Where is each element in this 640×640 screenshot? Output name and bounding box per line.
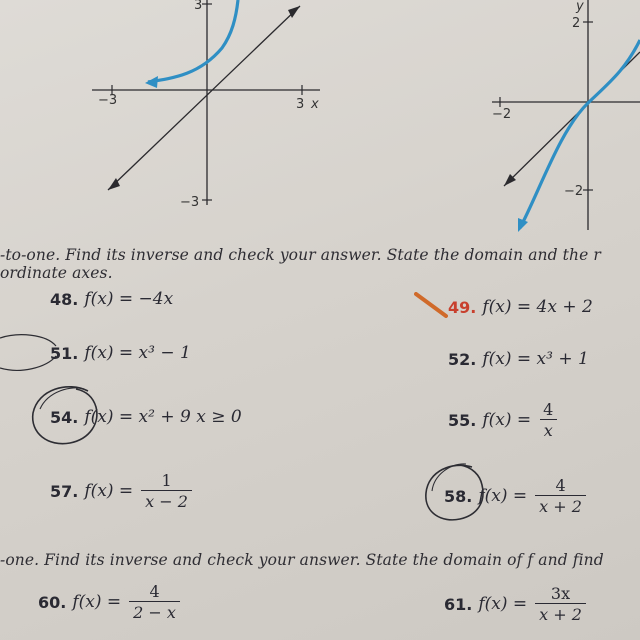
problem-lhs: f(x) = [482, 410, 532, 430]
problem-number: 54. [50, 407, 79, 427]
right-graph [470, 0, 640, 235]
numerator: 4 [149, 582, 160, 601]
problem-58 [444, 476, 586, 516]
x-axis-letter: x [311, 97, 319, 112]
y-top-tick-label-right: 2 [572, 16, 581, 31]
x-left-tick-label-right: −2 [492, 107, 512, 122]
fraction [141, 471, 192, 511]
y-bottom-tick-label-right: −2 [564, 184, 584, 199]
problem-49 [448, 297, 593, 317]
y-top-tick-label: 3 [194, 0, 203, 13]
problem-number: 48. [50, 289, 79, 309]
problem-expression: f(x) = x³ − 1 [84, 343, 191, 363]
fraction [535, 584, 586, 624]
problem-number: 52. [448, 349, 477, 369]
denominator: x − 2 [141, 490, 192, 511]
denominator: 2 − x [129, 601, 180, 622]
x-right-tick-label: 3 [296, 97, 305, 112]
problem-number: 51. [50, 343, 79, 363]
problem-expression: f(x) = 4x + 2 [482, 297, 593, 317]
fraction [129, 582, 180, 622]
problem-48 [50, 289, 173, 309]
problem-number: 58. [444, 486, 473, 506]
numerator: 1 [161, 471, 172, 490]
problem-number: 60. [38, 592, 67, 612]
x-left-tick-label: −3 [98, 93, 118, 108]
problem-55 [448, 400, 557, 440]
denominator: x [540, 419, 557, 440]
instruction-line-1: -to-one. Find its inverse and check your answer. State the domain and the r [0, 246, 601, 264]
y-axis-letter: y [576, 0, 584, 14]
problem-number: 61. [444, 594, 473, 614]
numerator: 4 [543, 400, 554, 419]
problem-number: 55. [448, 410, 477, 430]
numerator: 4 [555, 476, 566, 495]
problem-number: 49. [448, 297, 477, 317]
problem-expression: f(x) = x² + 9 x ≥ 0 [84, 407, 242, 427]
denominator: x + 2 [535, 603, 586, 624]
fraction [539, 400, 557, 440]
problem-expression: f(x) = −4x [84, 289, 174, 309]
left-graph [0, 0, 340, 215]
denominator: x + 2 [535, 495, 586, 516]
instruction-line-3: -one. Find its inverse and check your answer. State the domain of f and find [0, 551, 604, 569]
problem-lhs: f(x) = [72, 592, 122, 612]
problem-54 [50, 407, 242, 427]
problem-lhs: f(x) = [84, 481, 134, 501]
problem-lhs: f(x) = [478, 486, 528, 506]
problem-51 [50, 343, 191, 363]
pencil-mark-icon [414, 292, 448, 318]
y-bottom-tick-label: −3 [180, 195, 200, 210]
problem-lhs: f(x) = [478, 594, 528, 614]
problem-number: 57. [50, 481, 79, 501]
problem-60 [38, 582, 180, 622]
instruction-line-2: ordinate axes. [0, 264, 113, 282]
fraction [535, 476, 586, 516]
problem-57 [50, 471, 192, 511]
problem-52 [448, 349, 589, 369]
problem-expression: f(x) = x³ + 1 [482, 349, 589, 369]
problem-61 [444, 584, 586, 624]
numerator: 3x [550, 584, 571, 603]
